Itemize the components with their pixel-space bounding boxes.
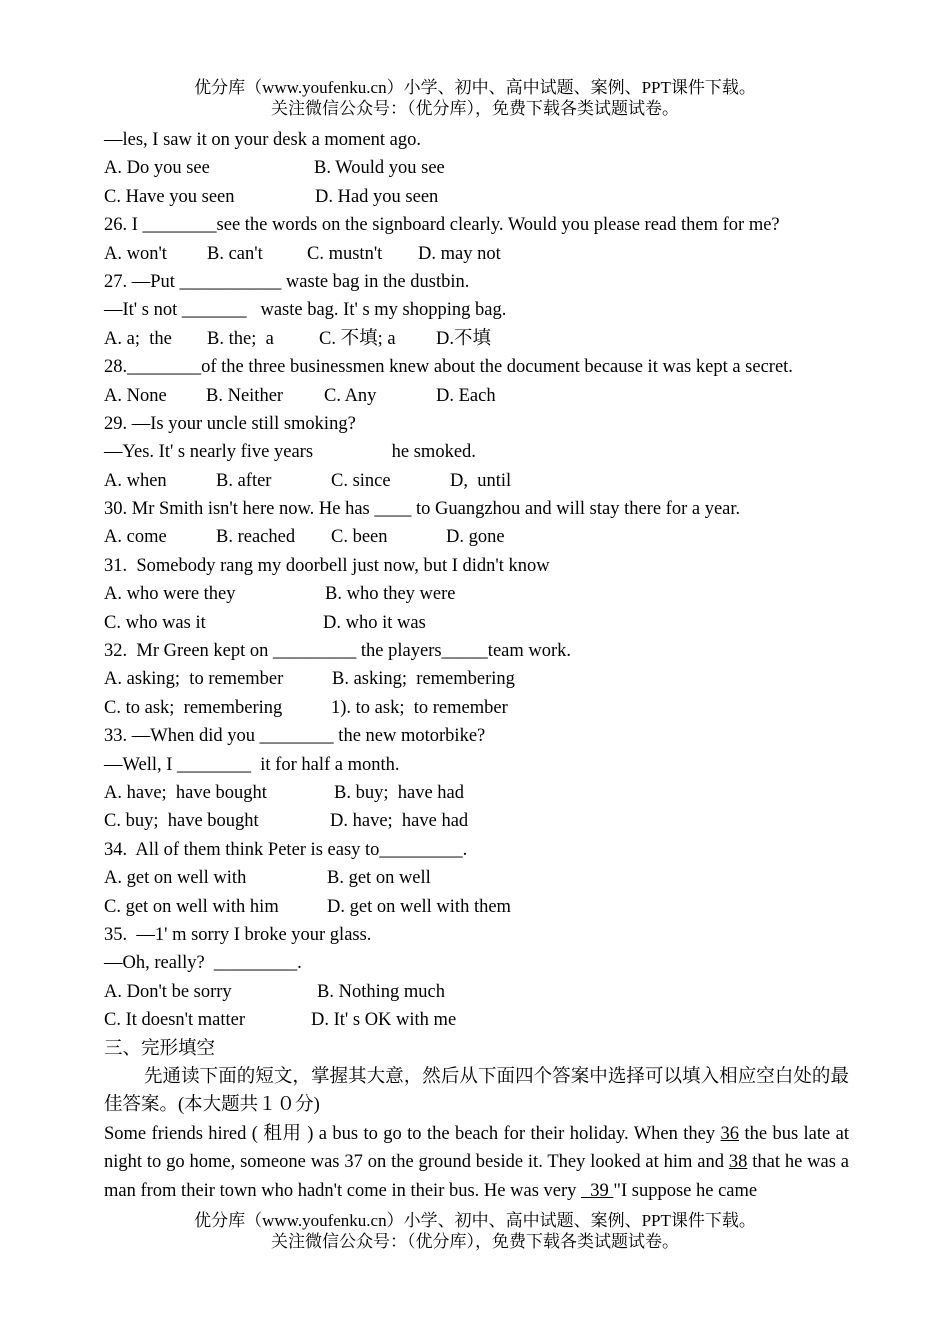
q27-stem-2 [104, 296, 849, 324]
q33-options-row-1 [104, 779, 849, 807]
q29-stem-2 [104, 438, 849, 466]
page-footer [0, 1210, 950, 1252]
cloze-blank-39: 39 [581, 1180, 614, 1201]
q32-stem [104, 637, 849, 665]
q34-option-b: B. get on well [327, 868, 431, 889]
q25-answer-text: —les, I saw it on your desk a moment ago. [104, 130, 422, 150]
q25-option-c: C. Have you seen [104, 186, 235, 207]
q28-option-a: A. None [104, 385, 167, 406]
footer-line-1: 优分库（www.youfenku.cn）小学、初中、高中试题、案例、PPT课件下载。 [194, 1211, 756, 1230]
q28-options [104, 382, 849, 410]
q31-option-d: D. who it was [323, 612, 426, 633]
q31-option-c: C. who was it [104, 612, 206, 633]
q27-stem-1 [104, 268, 849, 296]
q35-option-d: D. It' s OK with me [311, 1010, 457, 1031]
q30-stem [104, 495, 849, 523]
q30-option-d: D. gone [446, 527, 505, 548]
q34-options-row-1 [104, 864, 849, 892]
q27-option-c: C. 不填; a [319, 328, 396, 349]
q27-stem-2-text: —It' s not _______ waste bag. It' s my shopping bag. [104, 300, 507, 321]
q29-options [104, 467, 849, 495]
q35-stem-2-text: —Oh, really? _________. [104, 953, 302, 974]
q31-option-b: B. who they were [325, 584, 456, 605]
q26-option-c: C. mustn't [307, 243, 383, 264]
footer-line-2: 关注微信公众号：（优分库），免费下载各类试题试卷。 [271, 1232, 679, 1251]
q35-options-row-1 [104, 978, 849, 1006]
q35-stem-2 [104, 949, 849, 977]
q32-option-d: 1). to ask; to remember [331, 697, 508, 718]
q33-option-c: C. buy; have bought [104, 811, 259, 832]
q27-option-a: A. a; the [104, 328, 172, 349]
section-3-heading [104, 1035, 849, 1063]
q32-option-b: B. asking; remembering [332, 669, 515, 690]
q33-stem-2-text: —Well, I ________ it for half a month. [104, 754, 400, 775]
q25-option-a: A. Do you see [104, 158, 210, 179]
q26-option-a: A. won't [104, 243, 167, 264]
q33-options-row-2 [104, 807, 849, 835]
q34-option-c: C. get on well with him [104, 896, 279, 917]
q35-options-row-2 [104, 1006, 849, 1034]
cloze-passage-part-4: "I suppose he came [613, 1180, 758, 1201]
q29-stem-1-text: 29. —Is your uncle still smoking? [104, 413, 356, 434]
q32-option-a: A. asking; to remember [104, 669, 284, 690]
section-3-instruction: 先通读下面的短文，掌握其大意，然后从下面四个答案中选择可以填入相应空白处的最佳答案。(本大题共１０分) [104, 1066, 849, 1116]
q35-option-b: B. Nothing much [317, 981, 445, 1002]
q29-option-b: B. after [216, 470, 272, 491]
q33-stem-1-text: 33. —When did you ________ the new motorbike? [104, 726, 486, 747]
q27-stem-1-text: 27. —Put ___________ waste bag in the dustbin. [104, 271, 470, 292]
q26-stem-text: 26. I ________see the words on the signboard clearly. Would you please read them for me? [104, 215, 780, 236]
q29-option-a: A. when [104, 470, 167, 491]
q27-option-b: B. the; a [207, 328, 274, 349]
q25-options-row-1 [104, 154, 849, 182]
q30-option-a: A. come [104, 527, 167, 548]
q32-option-c: C. to ask; remembering [104, 697, 283, 718]
q26-option-d: D. may not [418, 243, 501, 264]
q28-stem-text: 28.________of the three businessmen knew about the document because it was kept a secret. [104, 357, 793, 378]
q35-option-c: C. It doesn't matter [104, 1010, 246, 1031]
q31-option-a: A. who were they [104, 584, 236, 605]
q26-option-b: B. can't [207, 243, 263, 264]
q30-stem-text: 30. Mr Smith isn't here now. He has ____ to Guangzhou and will stay there for a year. [104, 499, 741, 520]
q32-stem-text: 32. Mr Green kept on _________ the players_____team work. [104, 641, 572, 662]
q33-option-b: B. buy; have had [334, 782, 464, 803]
q30-option-b: B. reached [216, 527, 296, 548]
cloze-passage-part-2: the bus late at night to go home, someone was 37 on the ground beside it. They looked at him and [104, 1123, 849, 1173]
header-line-2: 关注微信公众号：（优分库），免费下载各类试题试卷。 [271, 99, 679, 118]
q25-options-row-2 [104, 183, 849, 211]
q26-options [104, 240, 849, 268]
q35-option-a: A. Don't be sorry [104, 981, 232, 1002]
q29-option-d: D, until [450, 470, 512, 491]
cloze-blank-38: 38 [728, 1152, 748, 1173]
cloze-passage-part-3: that he was a man from their town who hadn't come in their bus. He was very [104, 1152, 850, 1201]
q25-option-b: B. Would you see [314, 158, 445, 179]
q28-stem [104, 353, 849, 381]
q26-stem [104, 211, 849, 239]
q27-options [104, 325, 849, 353]
q28-option-c: C. Any [324, 385, 377, 406]
q29-option-c: C. since [331, 470, 391, 491]
cloze-blank-36: 36 [720, 1123, 740, 1144]
q33-stem-1 [104, 722, 849, 750]
q35-stem-1-text: 35. —1' m sorry I broke your glass. [104, 924, 372, 945]
cloze-passage-part-1: Some friends hired ( 租用 ) a bus to go to the beach for their holiday. When they [104, 1123, 721, 1144]
worksheet-body [104, 126, 849, 1205]
q27-option-d: D.不填 [436, 328, 491, 349]
q35-stem-1 [104, 921, 849, 949]
q30-option-c: C. been [331, 527, 388, 548]
q31-options-row-2 [104, 609, 849, 637]
q34-stem-text: 34. All of them think Peter is easy to_________. [104, 839, 468, 860]
q29-stem-1 [104, 410, 849, 438]
q33-option-a: A. have; have bought [104, 782, 267, 803]
q32-options-row-1 [104, 665, 849, 693]
q30-options [104, 523, 849, 551]
q29-stem-2-text: —Yes. It' s nearly five years he smoked. [104, 442, 476, 463]
cloze-passage [104, 1120, 849, 1205]
q28-option-d: D. Each [436, 385, 496, 406]
q31-options-row-1 [104, 580, 849, 608]
q25-option-d: D. Had you seen [315, 186, 439, 207]
page-header [0, 77, 950, 119]
q31-stem-text: 31. Somebody rang my doorbell just now, but I didn't know [104, 555, 550, 576]
q34-stem [104, 836, 849, 864]
q33-option-d: D. have; have had [330, 811, 469, 832]
q31-stem [104, 552, 849, 580]
q34-options-row-2 [104, 893, 849, 921]
q28-option-b: B. Neither [206, 385, 284, 406]
q32-options-row-2 [104, 694, 849, 722]
q33-stem-2 [104, 751, 849, 779]
header-line-1: 优分库（www.youfenku.cn）小学、初中、高中试题、案例、PPT课件下载。 [194, 78, 756, 97]
q34-option-d: D. get on well with them [327, 896, 511, 917]
q34-option-a: A. get on well with [104, 868, 247, 889]
section-3-heading-text: 三、完形填空 [104, 1038, 216, 1059]
q25-answer-line [104, 126, 849, 154]
